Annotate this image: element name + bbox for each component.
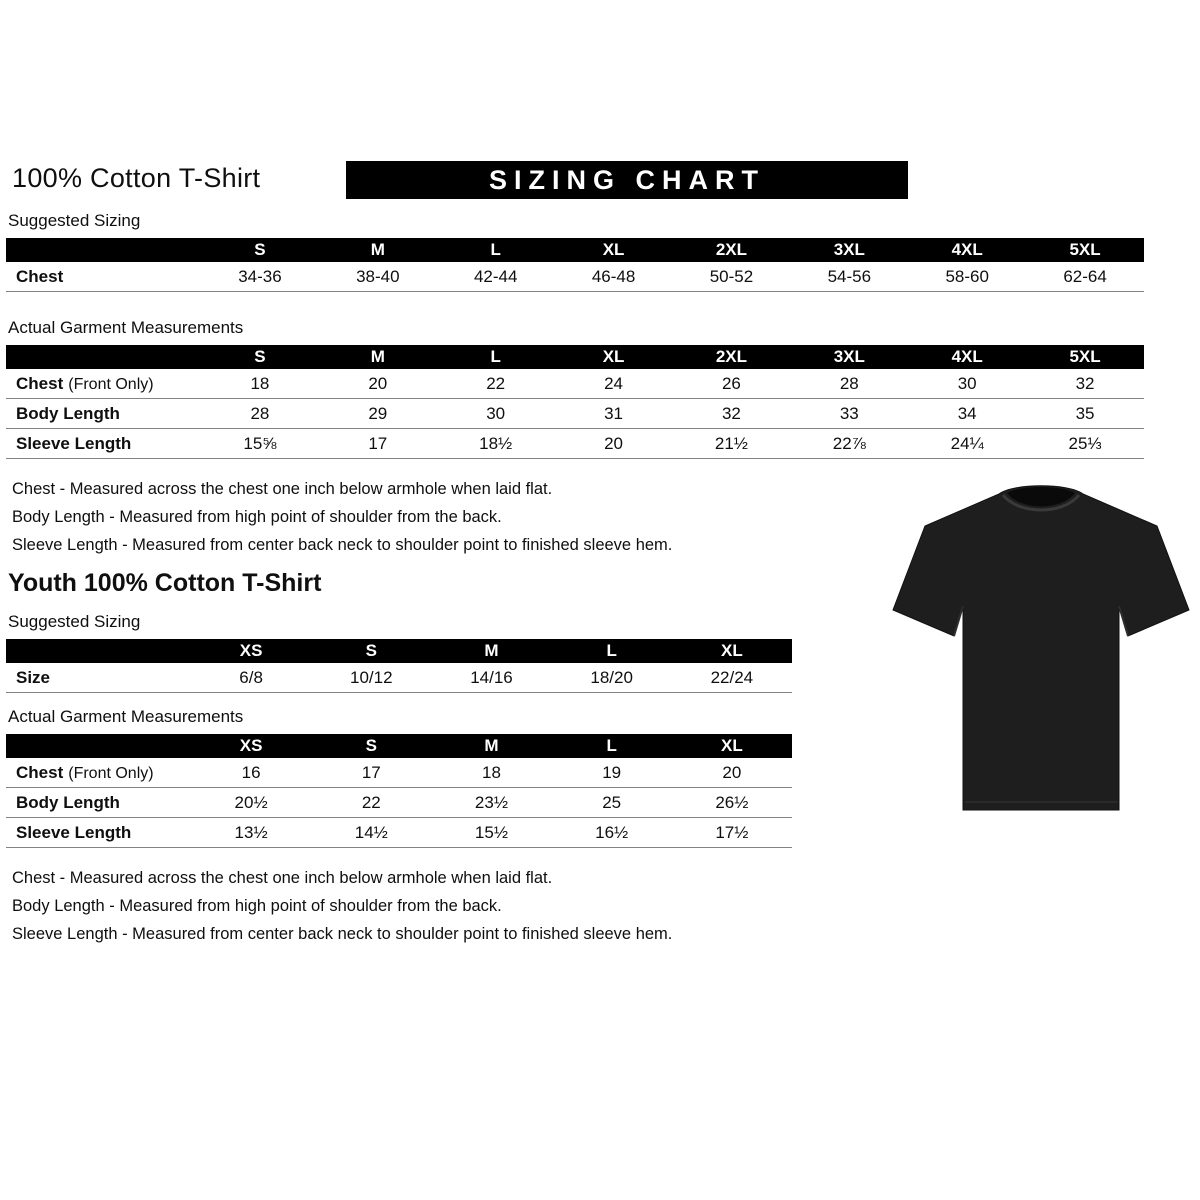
row-label — [6, 818, 191, 848]
table-cell: 28 — [201, 399, 319, 429]
table-cell: 17 — [319, 429, 437, 459]
note-chest: Chest - Measured across the chest one inch below armhole when laid flat. — [12, 480, 553, 498]
col-header: 2XL — [673, 238, 791, 262]
table-cell: 22/24 — [672, 663, 792, 693]
table-cell: 25⅓ — [1026, 429, 1144, 459]
table-cell: 32 — [1026, 369, 1144, 399]
youth-sleeve-length-row — [6, 818, 792, 848]
table-cell: 16 — [191, 758, 311, 788]
table-cell: 58-60 — [908, 262, 1026, 292]
table-cell: 29 — [319, 399, 437, 429]
adult-header — [6, 163, 1188, 203]
row-label-text: Sleeve Length — [16, 433, 132, 453]
table-cell: 20 — [319, 369, 437, 399]
table-cell: 50-52 — [673, 262, 791, 292]
table-cell: 22⅞ — [790, 429, 908, 459]
col-header: L — [552, 734, 672, 758]
row-label — [6, 788, 191, 818]
table-cell: 21½ — [673, 429, 791, 459]
row-label-text: Body Length — [16, 792, 120, 812]
youth-suggested-header-row — [6, 639, 792, 663]
col-header: L — [437, 345, 555, 369]
col-header: L — [552, 639, 672, 663]
table-cell: 54-56 — [790, 262, 908, 292]
row-label: Size — [6, 663, 191, 693]
table-cell: 14½ — [311, 818, 431, 848]
adult-sleeve-length-row — [6, 429, 1144, 459]
sizing-chart-banner: SIZING CHART — [346, 161, 908, 199]
table-cell: 13½ — [191, 818, 311, 848]
adult-body-length-row — [6, 399, 1144, 429]
header-spacer — [6, 238, 201, 262]
youth-actual-heading: Actual Garment Measurements — [8, 707, 244, 726]
col-header: S — [311, 639, 431, 663]
table-cell: 25 — [552, 788, 672, 818]
table-cell: 17½ — [672, 818, 792, 848]
note-sleeve-length: Sleeve Length - Measured from center back neck to shoulder point to finished sleeve hem. — [12, 536, 673, 554]
col-header: 4XL — [908, 345, 1026, 369]
row-label — [6, 399, 201, 429]
row-label-text: Chest — [16, 373, 64, 393]
col-header: XS — [191, 639, 311, 663]
youth-actual-table — [6, 734, 792, 848]
table-cell: 22 — [437, 369, 555, 399]
col-header: XL — [555, 345, 673, 369]
table-cell: 24¼ — [908, 429, 1026, 459]
adult-actual-header-row — [6, 345, 1144, 369]
col-header: S — [311, 734, 431, 758]
adult-suggested-heading: Suggested Sizing — [8, 211, 141, 230]
adult-chest-row — [6, 369, 1144, 399]
col-header: XL — [555, 238, 673, 262]
youth-title: Youth 100% Cotton T-Shirt — [8, 569, 322, 597]
table-cell: 24 — [555, 369, 673, 399]
youth-suggested-table — [6, 639, 792, 693]
col-header: M — [431, 734, 551, 758]
table-cell: 18/20 — [552, 663, 672, 693]
row-label-text: Chest — [16, 762, 64, 782]
col-header: L — [437, 238, 555, 262]
col-header: S — [201, 238, 319, 262]
header-spacer — [6, 639, 191, 663]
table-cell: 14/16 — [431, 663, 551, 693]
header-spacer — [6, 345, 201, 369]
row-label-suffix: (Front Only) — [68, 764, 154, 782]
table-cell: 34 — [908, 399, 1026, 429]
adult-title: 100% Cotton T-Shirt — [12, 163, 261, 193]
note-body-length: Body Length - Measured from high point of shoulder from the back. — [12, 897, 502, 915]
note-body-length: Body Length - Measured from high point of shoulder from the back. — [12, 508, 502, 526]
col-header: XL — [672, 639, 792, 663]
table-cell: 6/8 — [191, 663, 311, 693]
table-cell: 18 — [201, 369, 319, 399]
col-header: XS — [191, 734, 311, 758]
tshirt-product-image — [891, 477, 1191, 829]
note-chest: Chest - Measured across the chest one inch below armhole when laid flat. — [12, 869, 553, 887]
youth-chest-row — [6, 758, 792, 788]
col-header: 3XL — [790, 238, 908, 262]
col-header: XL — [672, 734, 792, 758]
table-cell: 32 — [673, 399, 791, 429]
table-cell: 18½ — [437, 429, 555, 459]
col-header: 4XL — [908, 238, 1026, 262]
table-cell: 10/12 — [311, 663, 431, 693]
note-sleeve-length: Sleeve Length - Measured from center back neck to shoulder point to finished sleeve hem. — [12, 925, 673, 943]
table-cell: 31 — [555, 399, 673, 429]
table-cell: 20½ — [191, 788, 311, 818]
table-cell: 26 — [673, 369, 791, 399]
table-cell: 20 — [672, 758, 792, 788]
table-cell: 15⅝ — [201, 429, 319, 459]
table-cell: 20 — [555, 429, 673, 459]
table-cell: 46-48 — [555, 262, 673, 292]
adult-actual-table — [6, 345, 1144, 459]
tshirt-illustration — [891, 477, 1191, 829]
col-header: 2XL — [673, 345, 791, 369]
adult-actual-heading: Actual Garment Measurements — [8, 318, 244, 337]
youth-body-length-row — [6, 788, 792, 818]
table-cell: 18 — [431, 758, 551, 788]
table-cell: 38-40 — [319, 262, 437, 292]
row-label-text: Body Length — [16, 403, 120, 423]
adult-suggested-table — [6, 238, 1144, 292]
table-cell: 26½ — [672, 788, 792, 818]
row-label — [6, 758, 191, 788]
header-spacer — [6, 734, 191, 758]
table-cell: 34-36 — [201, 262, 319, 292]
table-cell: 30 — [437, 399, 555, 429]
table-cell: 22 — [311, 788, 431, 818]
adult-suggested-chest-row — [6, 262, 1144, 292]
col-header: M — [431, 639, 551, 663]
col-header: M — [319, 238, 437, 262]
col-header: 3XL — [790, 345, 908, 369]
row-label: Chest — [6, 262, 201, 292]
table-cell: 23½ — [431, 788, 551, 818]
row-label — [6, 369, 201, 399]
col-header: 5XL — [1026, 345, 1144, 369]
table-cell: 42-44 — [437, 262, 555, 292]
table-cell: 16½ — [552, 818, 672, 848]
row-label — [6, 429, 201, 459]
col-header: M — [319, 345, 437, 369]
table-cell: 19 — [552, 758, 672, 788]
youth-actual-header-row — [6, 734, 792, 758]
table-cell: 62-64 — [1026, 262, 1144, 292]
youth-suggested-heading: Suggested Sizing — [8, 612, 141, 631]
table-cell: 35 — [1026, 399, 1144, 429]
adult-suggested-header-row — [6, 238, 1144, 262]
table-cell: 30 — [908, 369, 1026, 399]
table-cell: 33 — [790, 399, 908, 429]
table-cell: 17 — [311, 758, 431, 788]
youth-notes — [12, 864, 1188, 948]
youth-size-row — [6, 663, 792, 693]
col-header: S — [201, 345, 319, 369]
table-cell: 15½ — [431, 818, 551, 848]
row-label-text: Sleeve Length — [16, 822, 132, 842]
table-cell: 28 — [790, 369, 908, 399]
col-header: 5XL — [1026, 238, 1144, 262]
row-label-suffix: (Front Only) — [68, 375, 154, 393]
